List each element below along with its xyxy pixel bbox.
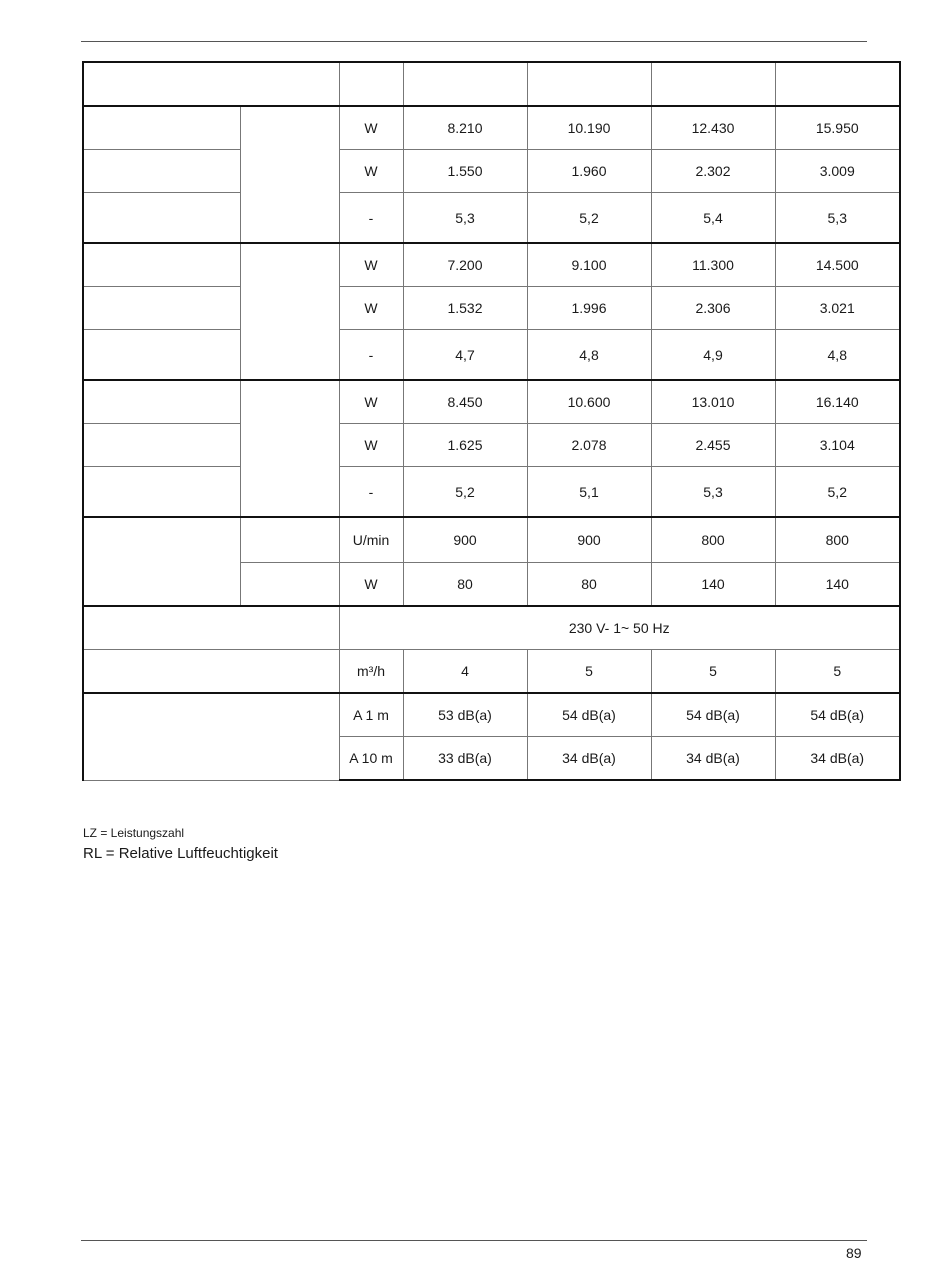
group-label-cell — [240, 380, 339, 517]
row-label-cell — [83, 606, 339, 650]
sub-label-cell — [240, 563, 339, 607]
header-model-cell — [527, 62, 651, 106]
row-label-cell — [83, 330, 240, 381]
row-label-cell — [83, 467, 240, 518]
value-cell: 34 dB(a) — [651, 737, 775, 781]
row-label-cell — [83, 693, 339, 780]
table-row — [83, 467, 900, 518]
value-cell: 10.600 — [527, 380, 651, 424]
value-cell: 4 — [403, 650, 527, 694]
value-cell: 4,7 — [403, 330, 527, 381]
unit-cell: A 1 m — [339, 693, 403, 737]
row-label-cell — [83, 517, 240, 606]
value-cell: 5,2 — [403, 467, 527, 518]
row-label-cell — [83, 424, 240, 467]
value-cell: 34 dB(a) — [775, 737, 900, 781]
table-row — [83, 517, 900, 563]
unit-cell: U/min — [339, 517, 403, 563]
header-model-cell — [775, 62, 900, 106]
table-row — [83, 106, 900, 150]
table-row — [83, 606, 900, 650]
unit-cell: - — [339, 330, 403, 381]
value-cell: 2.306 — [651, 287, 775, 330]
value-cell: 9.100 — [527, 243, 651, 287]
value-cell: 5,3 — [651, 467, 775, 518]
value-cell: 12.430 — [651, 106, 775, 150]
value-cell: 16.140 — [775, 380, 900, 424]
value-cell: 800 — [775, 517, 900, 563]
value-cell: 4,9 — [651, 330, 775, 381]
value-cell: 33 dB(a) — [403, 737, 527, 781]
value-cell: 13.010 — [651, 380, 775, 424]
table-row — [83, 330, 900, 381]
unit-cell: W — [339, 287, 403, 330]
table-row — [83, 424, 900, 467]
table-row — [83, 193, 900, 244]
sub-label-cell — [240, 517, 339, 563]
value-cell: 5 — [775, 650, 900, 694]
value-cell: 14.500 — [775, 243, 900, 287]
note-lz: LZ = Leistungszahl — [83, 826, 185, 840]
value-cell: 5,2 — [775, 467, 900, 518]
row-label-cell — [83, 106, 240, 150]
value-cell: 140 — [775, 563, 900, 607]
value-cell: 2.455 — [651, 424, 775, 467]
header-rule — [81, 41, 867, 42]
power-supply-cell: 230 V- 1~ 50 Hz — [339, 606, 900, 650]
value-cell: 900 — [403, 517, 527, 563]
value-cell: 5 — [527, 650, 651, 694]
table-header-row — [83, 62, 900, 106]
row-label-cell — [83, 380, 240, 424]
unit-cell: W — [339, 563, 403, 607]
row-label-cell — [83, 650, 339, 694]
table-row — [83, 243, 900, 287]
row-label-cell — [83, 193, 240, 244]
unit-cell: W — [339, 106, 403, 150]
table-row — [83, 693, 900, 737]
footer-rule — [81, 1240, 867, 1241]
value-cell: 800 — [651, 517, 775, 563]
spec-table — [82, 61, 901, 781]
header-label-cell — [83, 62, 339, 106]
header-model-cell — [651, 62, 775, 106]
row-label-cell — [83, 243, 240, 287]
value-cell: 1.996 — [527, 287, 651, 330]
table-row — [83, 650, 900, 694]
table-row — [83, 380, 900, 424]
value-cell: 54 dB(a) — [651, 693, 775, 737]
unit-cell: - — [339, 193, 403, 244]
table-row — [83, 150, 900, 193]
value-cell: 15.950 — [775, 106, 900, 150]
value-cell: 53 dB(a) — [403, 693, 527, 737]
value-cell: 11.300 — [651, 243, 775, 287]
value-cell: 8.210 — [403, 106, 527, 150]
value-cell: 900 — [527, 517, 651, 563]
unit-cell: W — [339, 243, 403, 287]
row-label-cell — [83, 287, 240, 330]
unit-cell: - — [339, 467, 403, 518]
value-cell: 5,3 — [775, 193, 900, 244]
value-cell: 1.960 — [527, 150, 651, 193]
value-cell: 5,3 — [403, 193, 527, 244]
value-cell: 54 dB(a) — [775, 693, 900, 737]
value-cell: 3.104 — [775, 424, 900, 467]
header-unit-cell — [339, 62, 403, 106]
header-model-cell — [403, 62, 527, 106]
value-cell: 140 — [651, 563, 775, 607]
value-cell: 3.021 — [775, 287, 900, 330]
value-cell: 5 — [651, 650, 775, 694]
value-cell: 4,8 — [527, 330, 651, 381]
value-cell: 80 — [403, 563, 527, 607]
value-cell: 34 dB(a) — [527, 737, 651, 781]
value-cell: 8.450 — [403, 380, 527, 424]
value-cell: 2.302 — [651, 150, 775, 193]
value-cell: 2.078 — [527, 424, 651, 467]
table-row — [83, 287, 900, 330]
value-cell: 5,4 — [651, 193, 775, 244]
value-cell: 1.550 — [403, 150, 527, 193]
unit-cell: W — [339, 150, 403, 193]
value-cell: 7.200 — [403, 243, 527, 287]
unit-cell: W — [339, 380, 403, 424]
page-number: 89 — [846, 1245, 862, 1261]
value-cell: 1.625 — [403, 424, 527, 467]
unit-cell: m³/h — [339, 650, 403, 694]
value-cell: 80 — [527, 563, 651, 607]
value-cell: 5,1 — [527, 467, 651, 518]
value-cell: 4,8 — [775, 330, 900, 381]
note-rl: RL = Relative Luftfeuchtigkeit — [83, 845, 278, 862]
value-cell: 3.009 — [775, 150, 900, 193]
unit-cell: A 10 m — [339, 737, 403, 781]
group-label-cell — [240, 243, 339, 380]
row-label-cell — [83, 150, 240, 193]
value-cell: 10.190 — [527, 106, 651, 150]
group-label-cell — [240, 106, 339, 243]
value-cell: 5,2 — [527, 193, 651, 244]
value-cell: 54 dB(a) — [527, 693, 651, 737]
unit-cell: W — [339, 424, 403, 467]
value-cell: 1.532 — [403, 287, 527, 330]
